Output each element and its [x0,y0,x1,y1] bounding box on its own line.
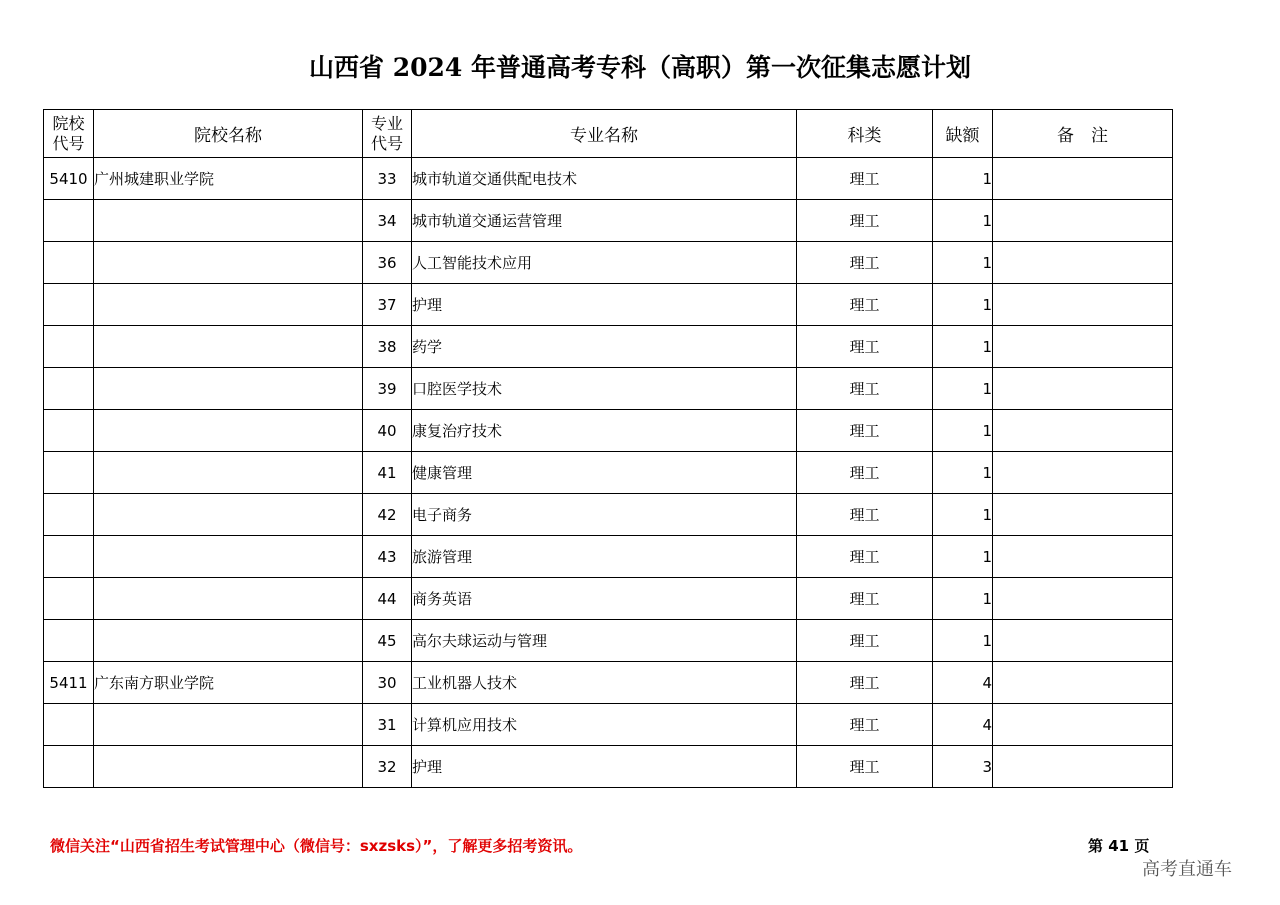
cell-remarks [993,704,1173,746]
cell-remarks [993,746,1173,788]
watermark: 高考直通车 [1142,859,1232,880]
cell-category: 理工 [797,368,933,410]
cell-major-code: 36 [363,242,412,284]
cell-category: 理工 [797,704,933,746]
cell-category: 理工 [797,620,933,662]
cell-major-code: 43 [363,536,412,578]
cell-school-name [94,578,363,620]
cell-school-name [94,200,363,242]
cell-major-code: 37 [363,284,412,326]
page-title: 山西省 2024 年普通高考专科（高职）第一次征集志愿计划 [309,53,971,82]
cell-major-code: 42 [363,494,412,536]
header-school-name: 院校名称 [94,110,363,158]
cell-school-name: 广东南方职业学院 [94,662,363,704]
cell-major-name: 药学 [412,326,797,368]
cell-major-name: 护理 [412,284,797,326]
cell-school-name [94,368,363,410]
cell-school-code [44,284,94,326]
cell-major-name: 旅游管理 [412,536,797,578]
plan-table [43,109,1173,788]
cell-school-code [44,536,94,578]
cell-major-name: 计算机应用技术 [412,704,797,746]
page-number: 第 41 页 [1088,837,1150,855]
cell-remarks [993,578,1173,620]
cell-school-code [44,326,94,368]
cell-category: 理工 [797,746,933,788]
cell-remarks [993,200,1173,242]
cell-major-name: 电子商务 [412,494,797,536]
header-remarks: 备 注 [993,110,1173,158]
table-row [44,284,1173,326]
table-row [44,326,1173,368]
table-row [44,200,1173,242]
cell-vacancy: 1 [933,494,993,536]
cell-major-code: 40 [363,410,412,452]
table-row [44,410,1173,452]
cell-school-name [94,494,363,536]
cell-category: 理工 [797,242,933,284]
cell-school-name [94,326,363,368]
cell-school-code [44,200,94,242]
table-row [44,494,1173,536]
cell-major-code: 39 [363,368,412,410]
cell-vacancy: 1 [933,368,993,410]
cell-school-name [94,746,363,788]
cell-major-code: 38 [363,326,412,368]
table-row [44,662,1173,704]
cell-school-code [44,746,94,788]
cell-remarks [993,620,1173,662]
header-school-code: 院校 代号 [44,110,94,158]
cell-school-code [44,620,94,662]
cell-major-code: 33 [363,158,412,200]
cell-remarks [993,662,1173,704]
header-major-name: 专业名称 [412,110,797,158]
cell-category: 理工 [797,158,933,200]
cell-major-name: 高尔夫球运动与管理 [412,620,797,662]
header-row [44,110,1173,158]
cell-school-code: 5411 [44,662,94,704]
plan-table-body [44,158,1173,788]
cell-vacancy: 1 [933,536,993,578]
cell-category: 理工 [797,578,933,620]
cell-school-name [94,410,363,452]
footer-note: 微信关注“山西省招生考试管理中心（微信号：sxzsks）”，了解更多招考资讯。 [50,837,583,855]
cell-category: 理工 [797,410,933,452]
cell-school-name [94,284,363,326]
cell-vacancy: 4 [933,704,993,746]
cell-vacancy: 1 [933,620,993,662]
cell-school-name: 广州城建职业学院 [94,158,363,200]
cell-major-name: 城市轨道交通运营管理 [412,200,797,242]
cell-school-code [44,704,94,746]
cell-school-name [94,242,363,284]
header-vacancy: 缺额 [933,110,993,158]
cell-major-name: 口腔医学技术 [412,368,797,410]
cell-school-code [44,578,94,620]
cell-school-name [94,620,363,662]
cell-school-code [44,368,94,410]
cell-category: 理工 [797,284,933,326]
cell-vacancy: 1 [933,410,993,452]
cell-school-code: 5410 [44,158,94,200]
cell-vacancy: 1 [933,284,993,326]
cell-major-name: 工业机器人技术 [412,662,797,704]
cell-vacancy: 1 [933,158,993,200]
cell-remarks [993,536,1173,578]
cell-school-code [44,452,94,494]
header-major-code: 专业 代号 [363,110,412,158]
table-row [44,746,1173,788]
table-row [44,368,1173,410]
cell-vacancy: 4 [933,662,993,704]
cell-category: 理工 [797,200,933,242]
cell-vacancy: 1 [933,326,993,368]
cell-vacancy: 1 [933,242,993,284]
cell-school-code [44,494,94,536]
table-row [44,620,1173,662]
cell-major-code: 32 [363,746,412,788]
cell-vacancy: 1 [933,452,993,494]
cell-remarks [993,494,1173,536]
cell-school-name [94,452,363,494]
cell-remarks [993,158,1173,200]
cell-remarks [993,242,1173,284]
cell-major-code: 44 [363,578,412,620]
cell-school-name [94,704,363,746]
cell-major-name: 城市轨道交通供配电技术 [412,158,797,200]
table-row [44,704,1173,746]
cell-vacancy: 1 [933,578,993,620]
cell-major-code: 34 [363,200,412,242]
cell-major-name: 健康管理 [412,452,797,494]
cell-major-code: 31 [363,704,412,746]
cell-major-code: 41 [363,452,412,494]
table-row [44,452,1173,494]
cell-school-name [94,536,363,578]
cell-major-code: 45 [363,620,412,662]
cell-school-code [44,242,94,284]
cell-major-code: 30 [363,662,412,704]
cell-remarks [993,452,1173,494]
table-row [44,158,1173,200]
table-row [44,578,1173,620]
header-category: 科类 [797,110,933,158]
cell-remarks [993,368,1173,410]
cell-category: 理工 [797,662,933,704]
cell-major-name: 人工智能技术应用 [412,242,797,284]
cell-remarks [993,326,1173,368]
cell-school-code [44,410,94,452]
cell-category: 理工 [797,494,933,536]
cell-vacancy: 3 [933,746,993,788]
cell-major-name: 护理 [412,746,797,788]
cell-major-name: 康复治疗技术 [412,410,797,452]
cell-vacancy: 1 [933,200,993,242]
cell-category: 理工 [797,326,933,368]
cell-category: 理工 [797,536,933,578]
cell-category: 理工 [797,452,933,494]
table-row [44,242,1173,284]
cell-major-name: 商务英语 [412,578,797,620]
cell-remarks [993,284,1173,326]
table-row [44,536,1173,578]
cell-remarks [993,410,1173,452]
